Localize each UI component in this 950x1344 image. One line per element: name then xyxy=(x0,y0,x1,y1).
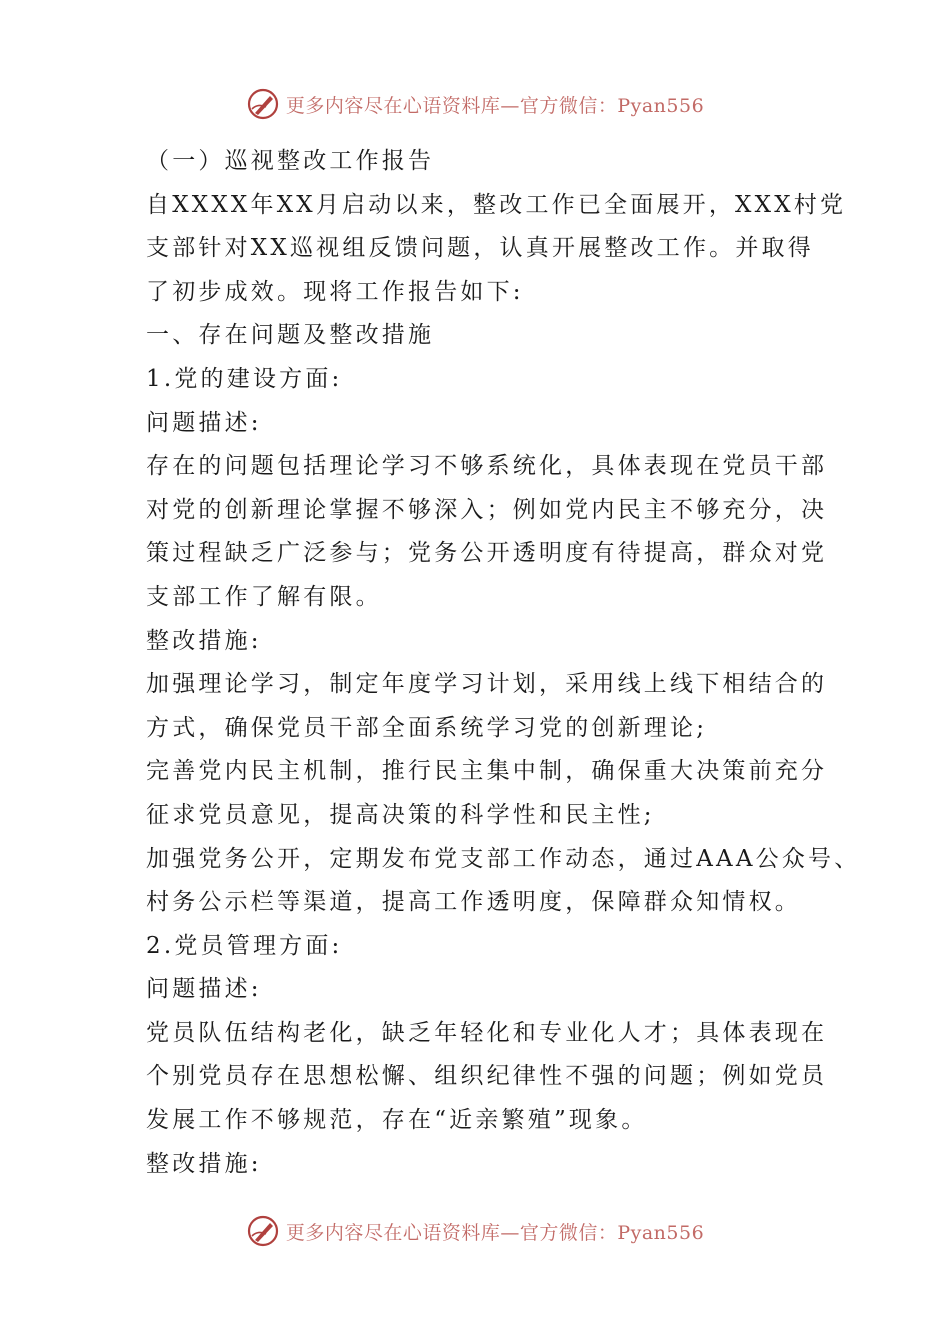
paragraph-line: 发展工作不够规范，存在“近亲繁殖”现象。 xyxy=(146,1107,648,1134)
paragraph-line: 了初步成效。现将工作报告如下: xyxy=(146,278,524,305)
section-title: （一）巡视整改工作报告 xyxy=(146,148,435,174)
paragraph-line: 完善党内民主机制，推行民主集中制，确保重大决策前充分 xyxy=(146,758,828,785)
paragraph-line: 加强理论学习，制定年度学习计划，采用线上线下相结合的 xyxy=(146,671,828,698)
section-heading: 一、存在问题及整改措施 xyxy=(146,322,435,349)
paragraph-line: 村务公示栏等渠道，提高工作透明度，保障群众知情权。 xyxy=(146,889,801,916)
document-body xyxy=(146,140,861,1186)
paragraph-line: 支部针对XX巡视组反馈问题，认真开展整改工作。并取得 xyxy=(146,235,814,262)
label-line: 问题描述: xyxy=(146,409,262,436)
paragraph-line: 党员队伍结构老化，缺乏年轻化和专业化人才；具体表现在 xyxy=(146,1019,828,1046)
label-line: 整改措施: xyxy=(146,627,262,654)
subsection-heading: 1.党的建设方面: xyxy=(146,365,343,392)
label-line: 问题描述: xyxy=(146,976,262,1003)
subsection-heading: 2.党员管理方面: xyxy=(146,932,343,959)
paragraph-line: 支部工作了解有限。 xyxy=(146,583,382,610)
banner-text: 更多内容尽在心语资料库—官方微信：Pyan556 xyxy=(285,94,705,117)
pen-logo-icon xyxy=(246,1214,280,1248)
paragraph-line: 自XXXX年XX月启动以来，整改工作已全面展开，XXX村党 xyxy=(146,191,847,218)
paragraph-line: 对党的创新理论掌握不够深入；例如党内民主不够充分，决 xyxy=(146,496,828,523)
paragraph-line: 存在的问题包括理论学习不够系统化，具体表现在党员干部 xyxy=(146,453,828,480)
header-watermark-banner xyxy=(0,84,950,124)
label-line: 整改措施: xyxy=(146,1150,262,1177)
banner-text: 更多内容尽在心语资料库—官方微信：Pyan556 xyxy=(285,1221,705,1244)
footer-watermark-banner xyxy=(0,1211,950,1251)
paragraph-line: 加强党务公开，定期发布党支部工作动态，通过AAA公众号、 xyxy=(146,845,861,872)
paragraph-line: 征求党员意见，提高决策的科学性和民主性; xyxy=(146,801,655,828)
paragraph-line: 方式，确保党员干部全面系统学习党的创新理论; xyxy=(146,714,708,741)
paragraph-line: 策过程缺乏广泛参与；党务公开透明度有待提高，群众对党 xyxy=(146,540,828,567)
pen-logo-icon xyxy=(246,87,280,121)
paragraph-line: 个别党员存在思想松懈、组织纪律性不强的问题；例如党员 xyxy=(146,1063,828,1090)
